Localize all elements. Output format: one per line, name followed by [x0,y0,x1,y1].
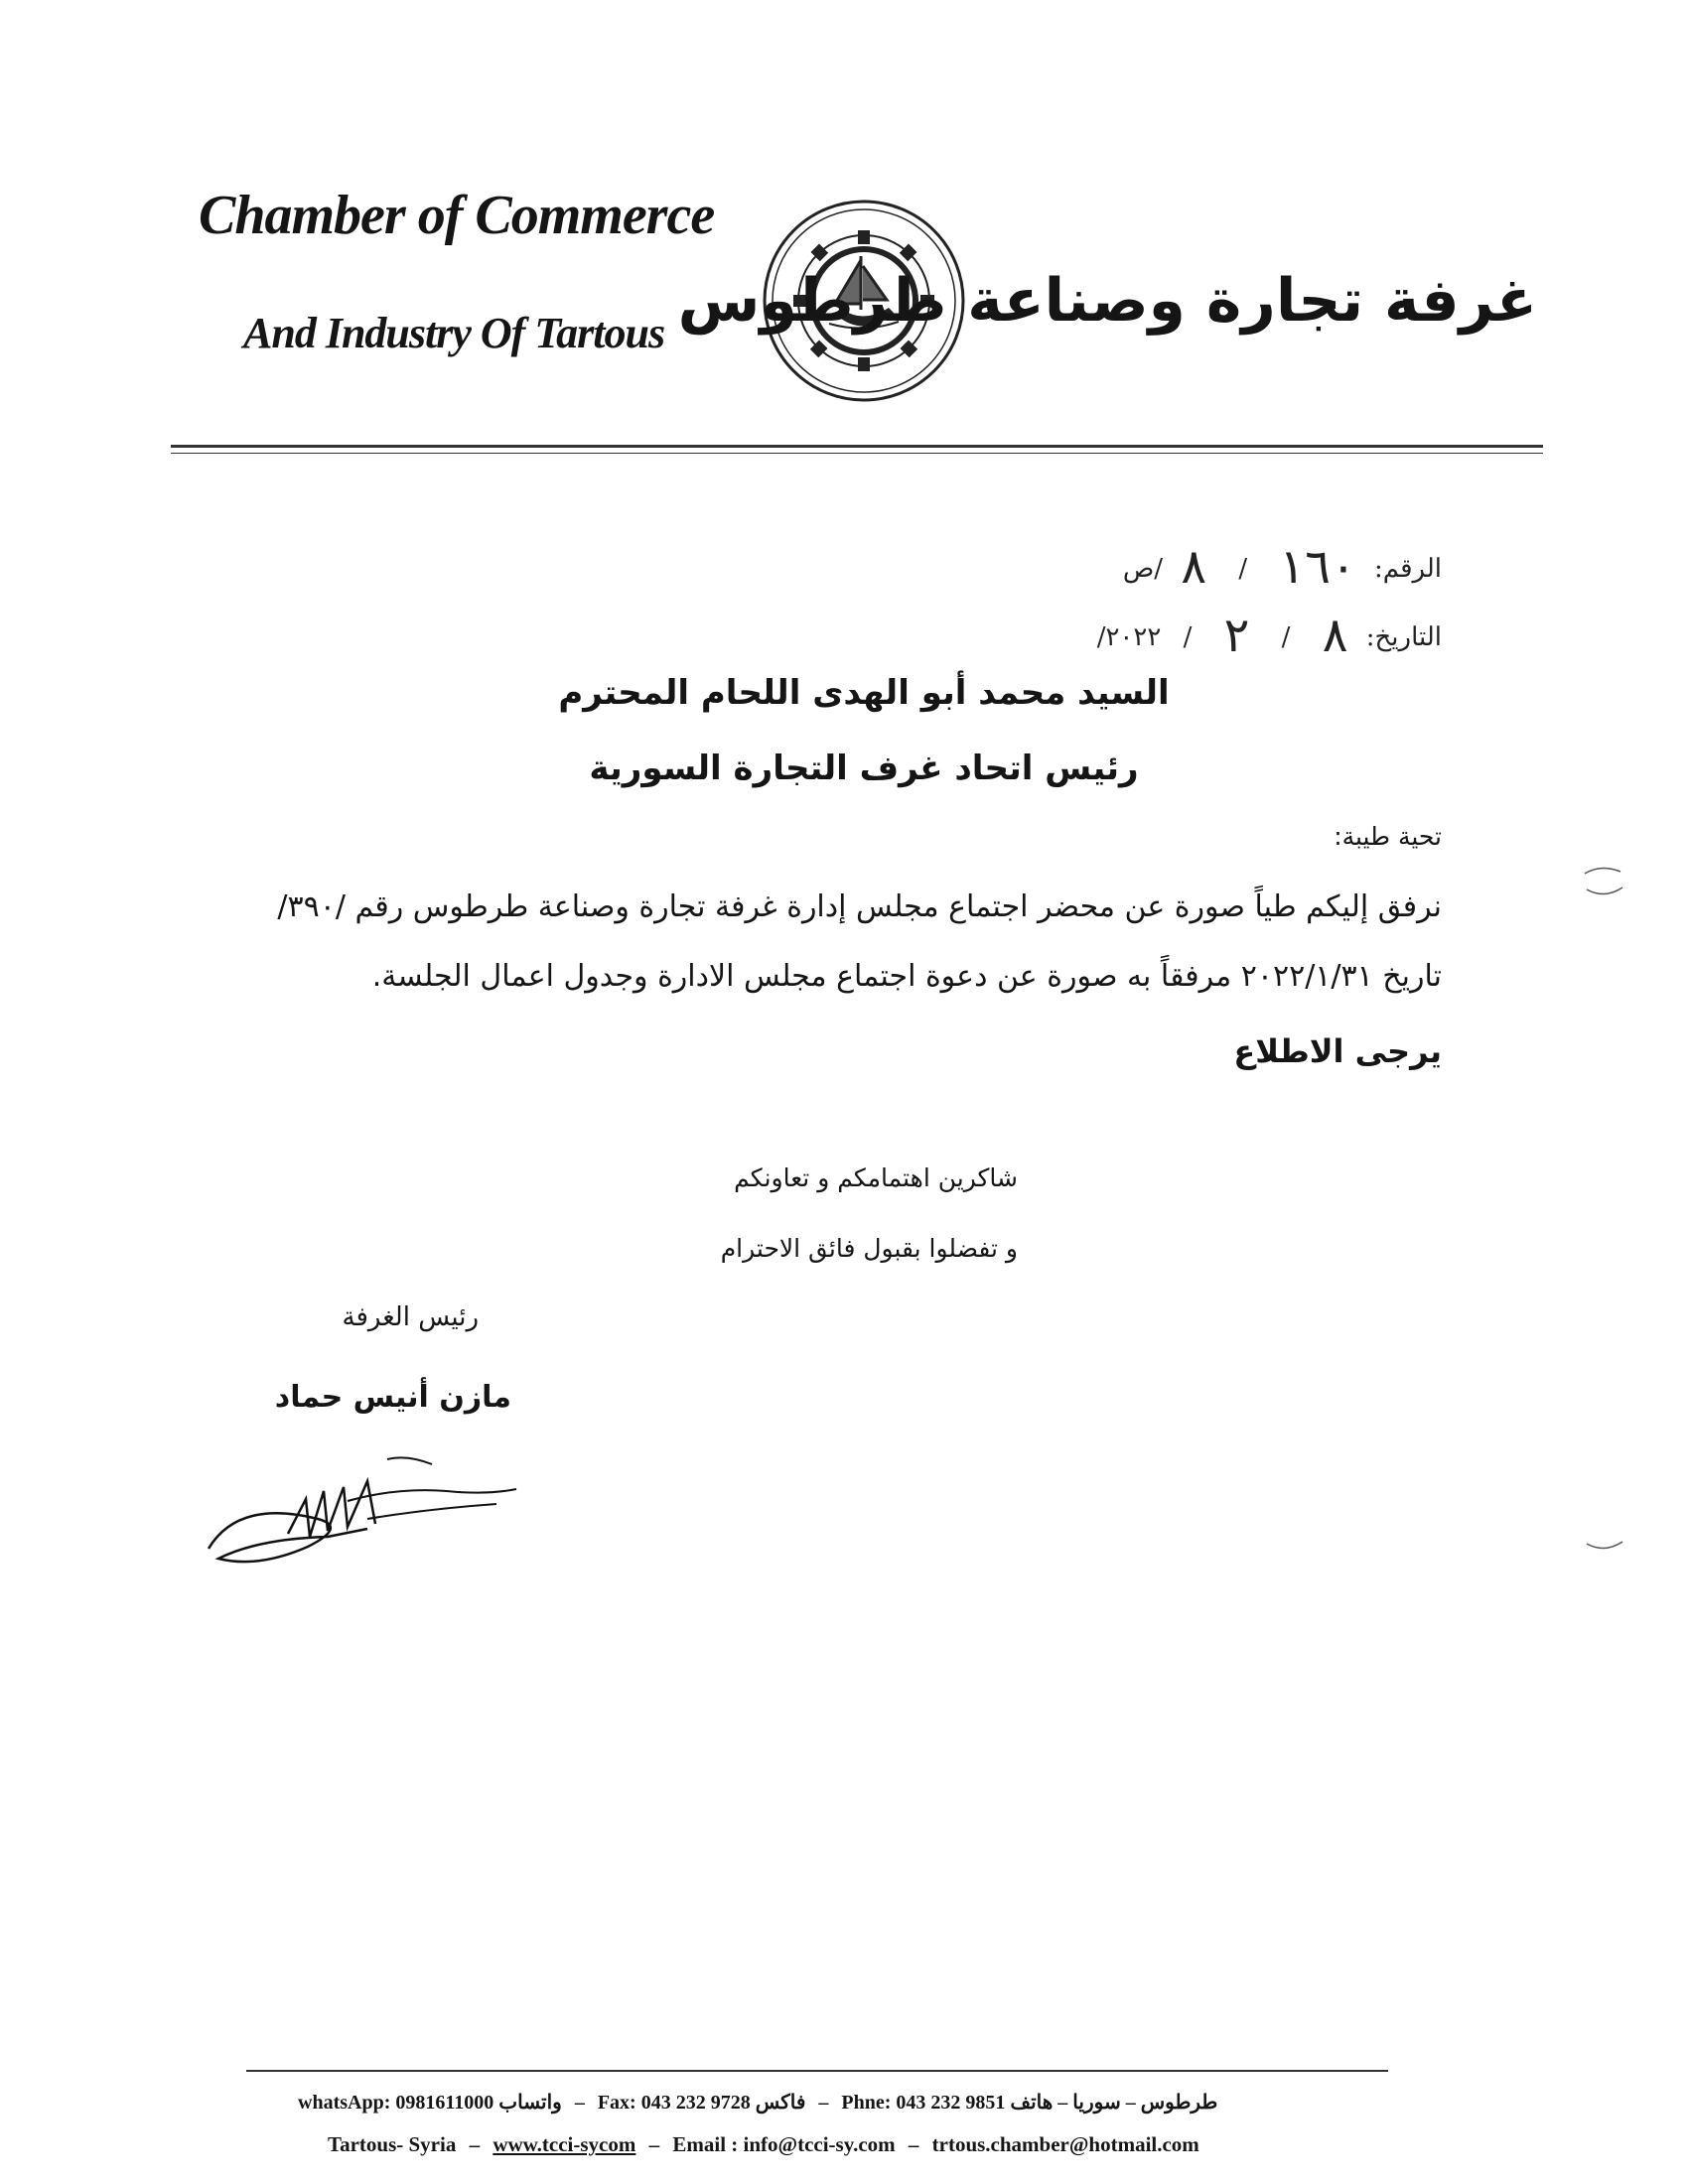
footer-contact-line2: Tartous- Syria – www.tcci-sycom – Email : info@tcci-sy.com – trtous.chamber@hotmail.com [328,2132,1199,2156]
body-request: يرجى الاطلاع [1233,1032,1442,1070]
date-month: ٢ [1223,608,1250,663]
addressee-title: رئيس اتحاد غرف التجارة السورية [589,749,1139,788]
body-paragraph-line1: نرفق إليكم طياً صورة عن محضر اجتماع مجلس إدارة غرفة تجارة وصناعة طرطوس رقم /٣٩٠/ [277,889,1442,924]
handwritten-signature [199,1430,536,1588]
footer-city: Tartous- Syria [328,2132,457,2156]
date-row: التاريخ: ٨ / ٢ / ٢٠٢٢/ [1096,608,1442,663]
footer-contact-line1: whatsApp: 0981611000 واتساب – Fax: 043 232 9728 فاكس – Phne: 043 232 9851 طرطوس – سوريا – هاتف [298,2092,1218,2114]
reference-part: ٨ [1181,539,1207,595]
reference-suffix: /ص [1122,554,1164,584]
greeting: تحية طيبة: [1334,822,1442,851]
footer-whatsapp: whatsApp: 0981611000 [298,2092,494,2114]
footer-phone-ar: طرطوس – سوريا – هاتف [1010,2092,1218,2114]
footer-divider [246,2070,1388,2072]
addressee-name: السيد محمد أبو الهدى اللحام المحترم [558,673,1170,713]
binder-hole-mark [1581,864,1624,899]
footer-phone: Phne: 043 232 9851 [841,2092,1006,2114]
signatory-name: مازن أنيس حماد [274,1380,511,1415]
letterhead-english-line1: Chamber of Commerce [199,185,715,246]
footer-website-link[interactable]: www.tcci-sycom [492,2132,636,2156]
reference-number: ١٦٠ [1279,539,1356,595]
date-year: ٢٠٢٢/ [1096,622,1162,652]
reference-label: الرقم: [1374,554,1442,584]
closing-line1: شاكرين اهتمامكم و تعاونكم [734,1163,1018,1192]
date-label: التاريخ: [1365,622,1442,652]
footer-fax: Fax: 043 232 9728 [597,2092,751,2114]
body-paragraph-line2: تاريخ ٢٠٢٢/١/٣١ مرفقاً به صورة عن دعوة اجتماع مجلس الادارة وجدول اعمال الجلسة. [371,959,1442,994]
header-divider [171,445,1543,448]
footer-whatsapp-ar: واتساب [498,2092,562,2114]
binder-hole-mark [1581,1524,1624,1560]
footer-fax-ar: فاكس [755,2092,806,2114]
footer-email-info[interactable]: info@tcci-sy.com [743,2132,896,2156]
footer-email-hotmail[interactable]: trtous.chamber@hotmail.com [931,2132,1199,2156]
closing-line2: و تفضلوا بقبول فائق الاحترام [720,1234,1018,1263]
letterhead-arabic-name: غرفة تجارة وصناعة طرطوس [677,266,1537,336]
signatory-title: رئيس الغرفة [342,1302,479,1332]
footer-email-label: Email : [672,2132,739,2156]
reference-number-row: الرقم: ١٦٠ / ٨ /ص [1122,539,1442,595]
header-divider-thin [171,453,1543,454]
letterhead-english-line2: And Industry Of Tartous [243,309,665,357]
date-day: ٨ [1322,608,1348,663]
